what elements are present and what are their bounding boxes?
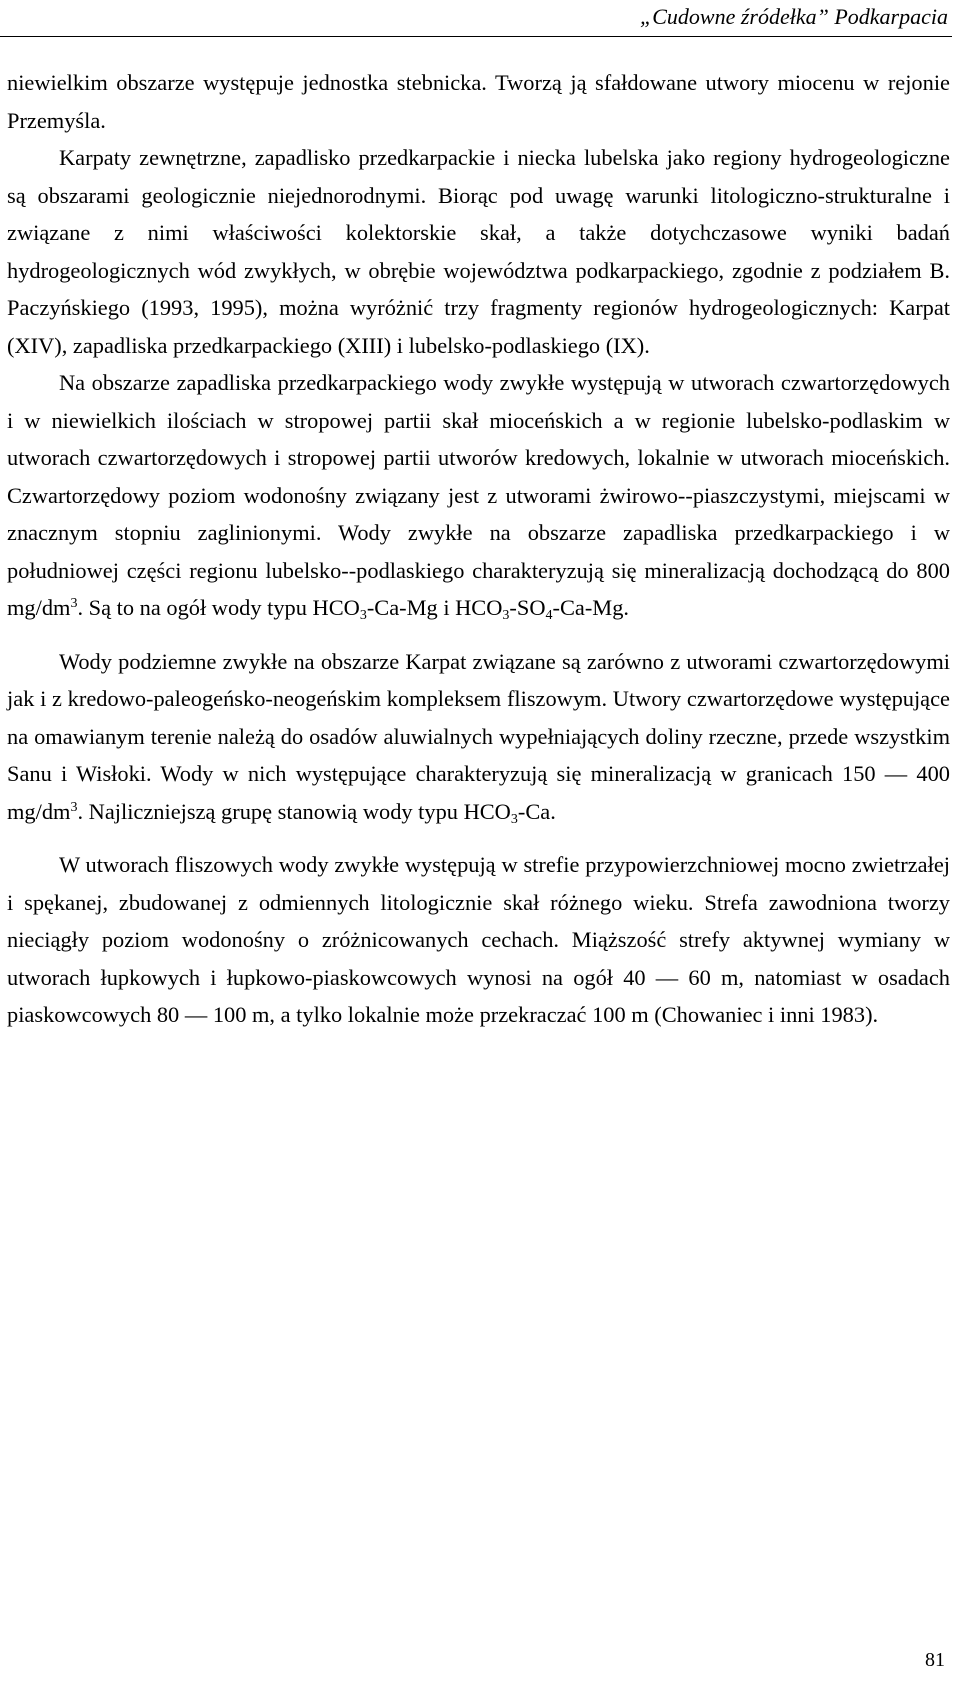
paragraph-3-text: -Ca-Mg. [552, 595, 630, 620]
paragraph-3-text: Na obszarze zapadliska przedkarpackiego wody zwykłe występują w utworach czwartorzędowych i w niewielkich ilościach w stropowej partii skał mioceńskich a w regionie lubelsko-podlaskim w utworach czwartorzędowych i stropowej partii utworów kredowych, lokalnie w utworach mioceńskich. Czwartorzędowy poziom wodonośny związany jest z utworami żwirowo-‑piaszczystymi, miejscami w znacznym stopniu zaglinionymi. Wody zwykłe na obszarze zapadliska przedkarpackiego i w południowej części regionu lubelsko-‑podlaskiego charakteryzują się mineralizacją dochodzącą do 800 mg/dm [7, 370, 950, 620]
subscript: 3 [502, 608, 510, 623]
paragraph-3-text: -SO [509, 595, 546, 620]
superscript: 3 [70, 596, 78, 611]
paragraph-5 [7, 846, 950, 1034]
paragraph-3-text: -Ca-Mg i HCO [366, 595, 503, 620]
paragraph-5-text: W utworach fliszowych wody zwykłe występują w strefie przypowierzchniowej mocno zwietrzałej i spękanej, zbudowanej z odmiennych litologicznie skał różnego wieku. Strefa zawodniona tworzy nieciągły poziom wodonośny o zróżnicowanych cechach. Miąższość strefy aktywnej wymiany w utworach łupkowych i łupkowo-piaskowcowych wynosi na ogół 40 — 60 m, natomiast w osadach piaskowcowych 80 — 100 m, a tylko lokalnie może przekraczać 100 m (Chowaniec i inni 1983). [7, 852, 950, 1027]
header-title: „Cudowne źródełka” Podkarpacia [640, 4, 948, 29]
superscript: 3 [70, 799, 78, 815]
paragraph-3-text: . Są to na ogół wody typu HCO [77, 595, 360, 620]
page-number: 81 [925, 1649, 945, 1671]
paragraph-4-text: Wody podziemne zwykłe na obszarze Karpat związane są zarówno z utworami czwartorzędowymi jak i z kredowo-paleogeńsko-neogeńskim kompleksem fliszowym. Utwory czwartorzędowe występujące na omawianym terenie należą do osadów aluwialnych wypełniających doliny rzeczne, przede wszystkim Sanu i Wisłoki. Wody w nich występujące charakteryzują się mineralizacją w granicach 150 — 400 mg/dm [7, 648, 950, 824]
paragraph-1: niewielkim obszarze występuje jednostka stebnicka. Tworzą ją sfałdowane utwory miocenu w rejonie Przemyśla. [7, 70, 950, 133]
subscript: 4 [545, 608, 553, 623]
subscript: 3 [359, 608, 367, 623]
paragraph-4-text: . Najliczniejszą grupę stanowią wody typu HCO [77, 798, 511, 824]
paragraph-4 [7, 643, 950, 831]
paragraph-gap [7, 627, 950, 643]
paragraph-4-text: -Ca. [517, 798, 556, 824]
paragraph-2-text: Karpaty zewnętrzne, zapadlisko przedkarpackie i niecka lubelska jako regiony hydrogeologiczne są obszarami geologicznie niejednorodnymi. Biorąc pod uwagę warunki litologiczno-strukturalne i związane z nimi właściwości kolektorskie skał, a także dotychczasowe wyniki badań hydrogeologicznych wód zwykłych, w obrębie województwa podkarpackiego, zgodnie z podziałem B. Paczyńskiego (1993, 1995), można wyróżnić trzy fragmenty regionów hydrogeologicznych: Karpat (XIV), zapadliska przedkarpackiego (XIII) i lubelsko-podlaskiego (IX). [7, 145, 950, 358]
main-text [7, 64, 950, 1034]
paragraph-gap [7, 830, 950, 846]
subscript: 3 [510, 811, 518, 827]
paragraph-2 [7, 139, 950, 364]
running-header [0, 0, 952, 37]
paragraph-3 [7, 364, 950, 627]
